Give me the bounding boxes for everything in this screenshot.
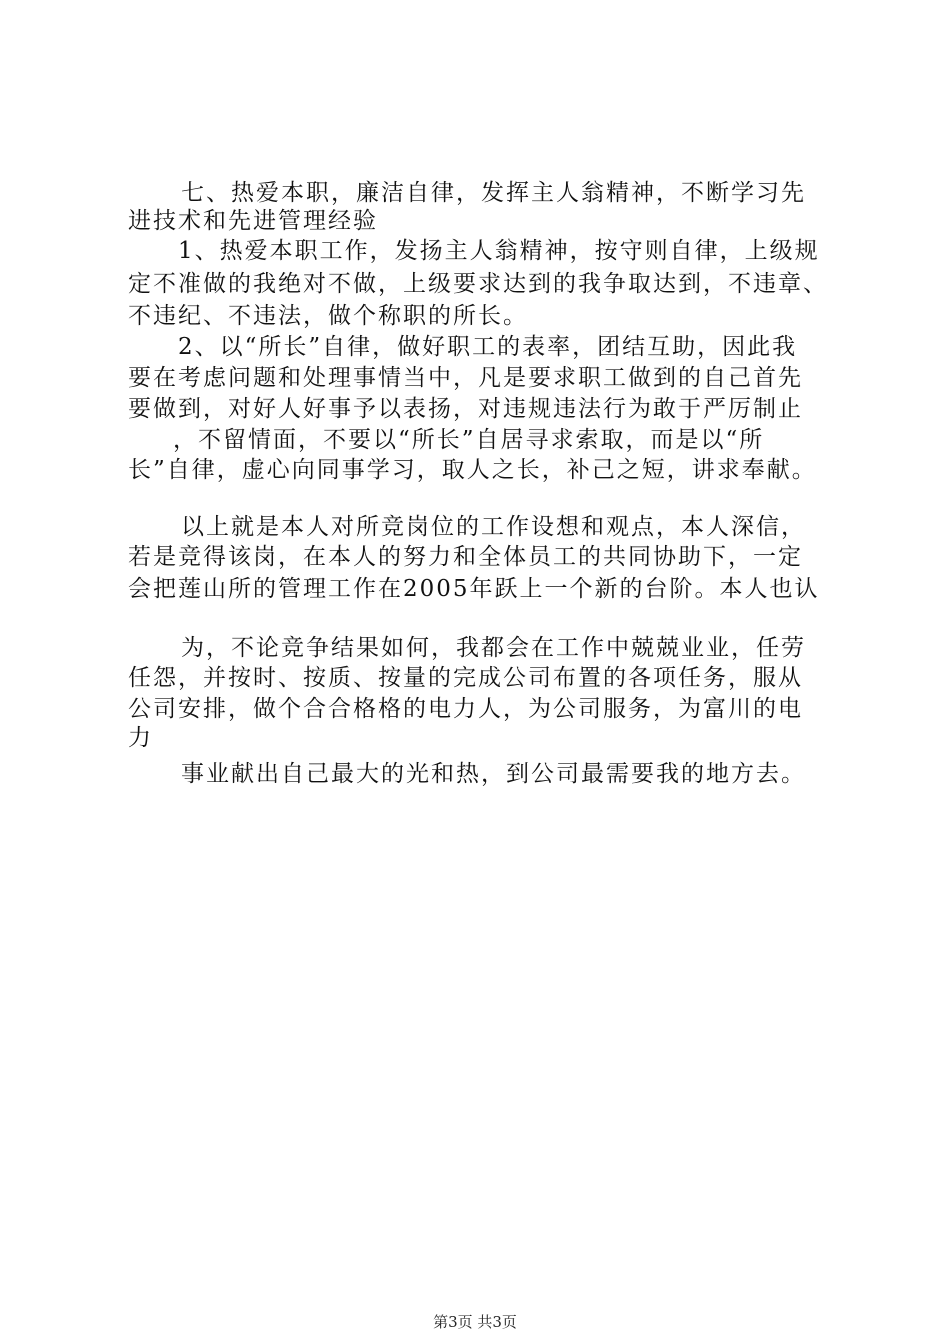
text-line: 若是竞得该岗，在本人的努力和全体员工的共同协助下，一定 — [128, 544, 803, 570]
page-footer: 第3页 共3页 — [433, 1313, 517, 1331]
text-line: 为，不论竞争结果如何，我都会在工作中兢兢业业，任劳 — [181, 635, 806, 661]
text-line: 以上就是本人对所竞岗位的工作设想和观点，本人深信， — [181, 514, 806, 540]
text-line: ，不留情面，不要以“所长”自居寻求索取，而是以“所 — [173, 427, 765, 453]
text-line: 会把莲山所的管理工作在2005年跃上一个新的台阶。本人也认 — [128, 576, 820, 602]
text-line: 2、以“所长”自律，做好职工的表率，团结互助，因此我 — [178, 334, 798, 360]
text-line: 要做到，对好人好事予以表扬，对违规违法行为敢于严厉制止 — [128, 396, 803, 422]
text-line: 长”自律，虚心向同事学习，取人之长，补己之短，讲求奉献。 — [128, 457, 817, 483]
text-line: 事业献出自己最大的光和热，到公司最需要我的地方去。 — [181, 761, 806, 787]
text-line: 任怨，并按时、按质、按量的完成公司布置的各项任务，服从 — [128, 665, 803, 691]
text-line: 力 — [128, 725, 153, 751]
text-line: 进技术和先进管理经验 — [128, 208, 378, 234]
text-line: 定不准做的我绝对不做，上级要求达到的我争取达到，不违章、 — [128, 271, 828, 297]
text-line: 不违纪、不违法，做个称职的所长。 — [128, 303, 528, 329]
text-line: 1、热爱本职工作，发扬主人翁精神，按守则自律，上级规 — [178, 238, 820, 264]
text-line: 公司安排，做个合合格格的电力人，为公司服务，为富川的电 — [128, 696, 803, 722]
text-line: 七、热爱本职，廉洁自律，发挥主人翁精神，不断学习先 — [181, 180, 806, 206]
text-line: 要在考虑问题和处理事情当中，凡是要求职工做到的自己首先 — [128, 365, 803, 391]
